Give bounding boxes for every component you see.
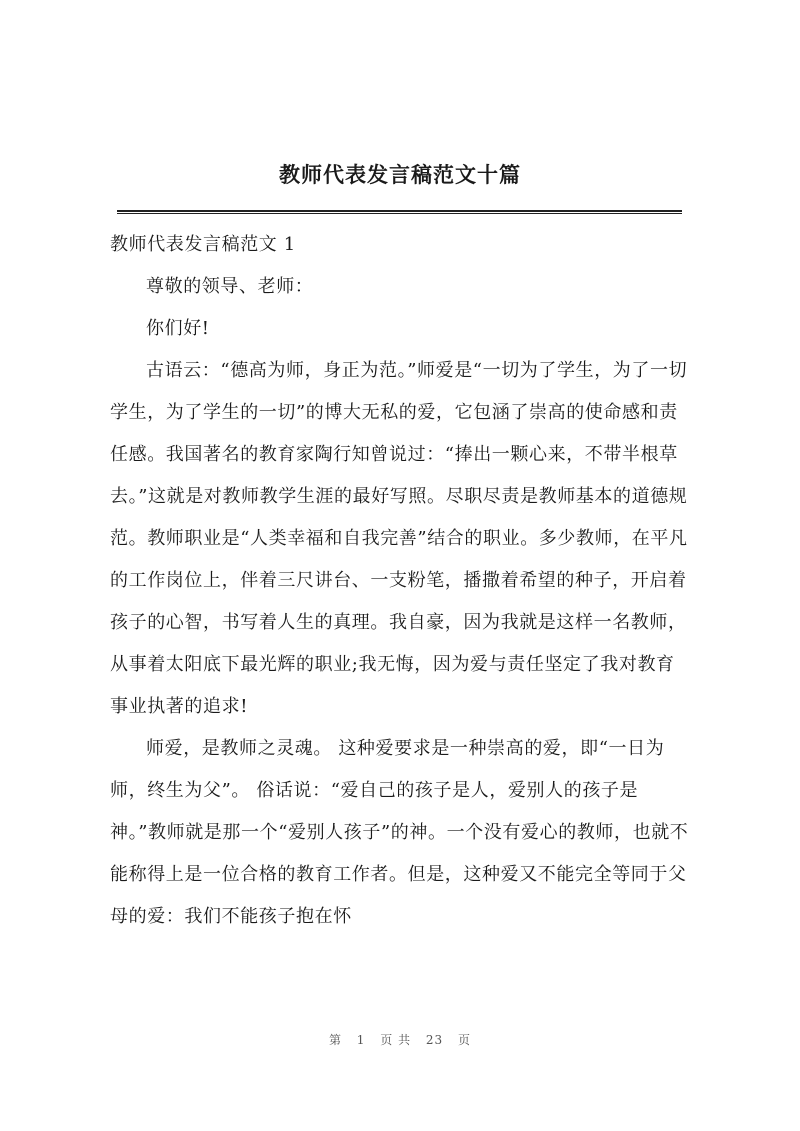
paragraph-salutation: 尊敬的领导、老师： bbox=[146, 276, 314, 297]
footer-label-of: 页 共 bbox=[380, 1033, 412, 1047]
title-divider bbox=[117, 210, 682, 214]
footer-total-pages: 23 bbox=[425, 1033, 444, 1047]
footer-label-page: 第 bbox=[328, 1033, 342, 1047]
page-footer bbox=[0, 1030, 800, 1050]
paragraph-greeting: 你们好! bbox=[146, 318, 210, 339]
footer-label-end: 页 bbox=[458, 1033, 472, 1047]
document-body bbox=[110, 224, 690, 938]
section-heading: 教师代表发言稿范文 1 bbox=[110, 234, 296, 255]
paragraph-body-1: 古语云：“德高为师，身正为范。”师爱是“一切为了学生，为了一切学生，为了学生的一切”的博大无私的爱，它包涵了崇高的使命感和责任感。我国著名的教育家陶行知曾说过：“捧出一颗心来，不带半根草去。”这就是对教师教学生涯的最好写照。尽职尽责是教师基本的道德规范。教师职业是“人类幸福和自我完善”结合的职业。多少教师，在平凡的工作岗位上，伴着三尺讲台、一支粉笔，播撒着希望的种子，开启着孩子的心智，书写着人生的真理。我自豪，因为我就是这样一名教师，从事着太阳底下最光辉的职业;我无悔，因为爱与责任坚定了我对教育事业执著的追求! bbox=[110, 360, 688, 717]
paragraph-body-2: 师爱，是教师之灵魂。 这种爱要求是一种崇高的爱，即“一日为师，终生为父”。 俗话说：“爱自己的孩子是人，爱别人的孩子是神。”教师就是那一个“爱别人孩子”的神。一个没有爱心的教师，也就不能称得上是一位合格的教育工作者。但是，这种爱又不能完全等同于父母的爱：我们不能孩子抱在怀 bbox=[110, 738, 689, 927]
footer-current-page: 1 bbox=[356, 1033, 366, 1047]
page-title: 教师代表发言稿范文十篇 bbox=[279, 162, 521, 187]
